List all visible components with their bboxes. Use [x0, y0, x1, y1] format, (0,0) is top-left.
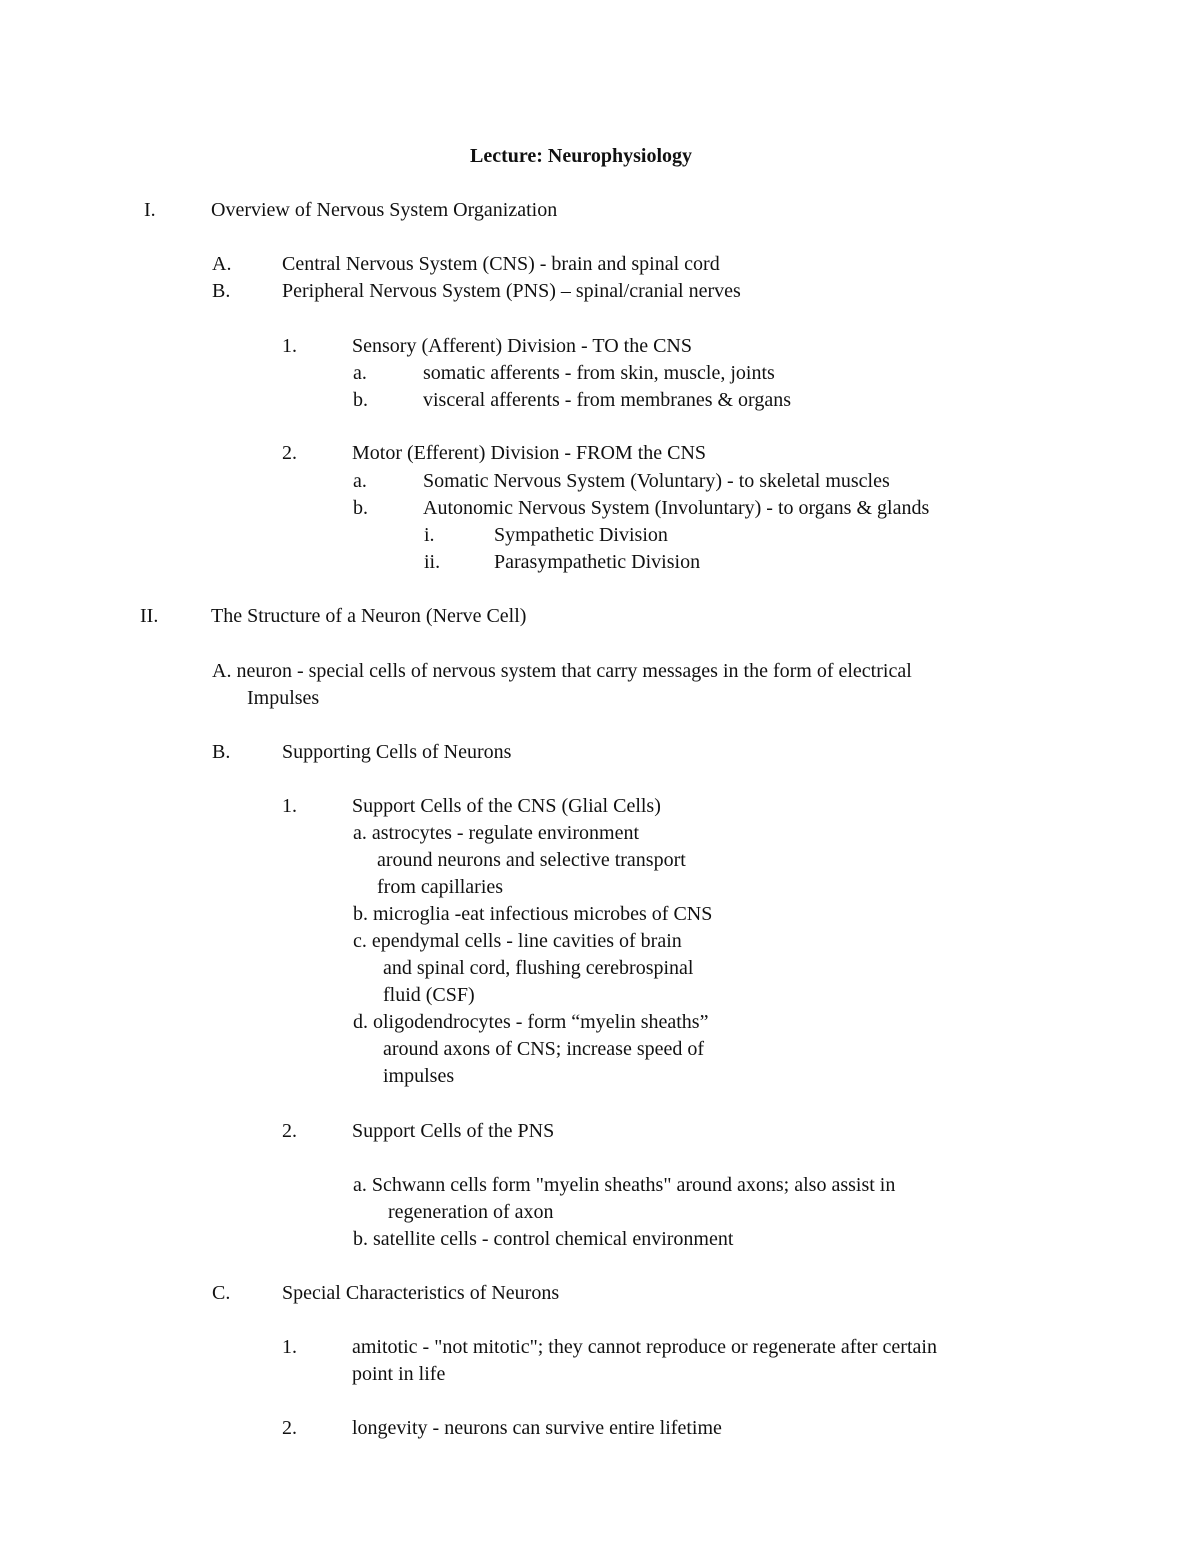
item-label: B. — [212, 280, 231, 302]
item-label: 1. — [282, 1336, 297, 1358]
item-text: Supporting Cells of Neurons — [282, 741, 512, 763]
item-text: Autonomic Nervous System (Involuntary) - to organs & glands — [423, 497, 930, 519]
list-item: a. astrocytes - regulate environment — [353, 822, 639, 844]
item-text: amitotic - "not mitotic"; they cannot reproduce or regenerate after certain — [352, 1336, 937, 1358]
section-number: I. — [144, 199, 156, 221]
item-label: i. — [424, 524, 435, 546]
item-label: b. — [353, 497, 368, 519]
item-label: B. — [212, 741, 231, 763]
item-label: 2. — [282, 1120, 297, 1142]
item-text: Sympathetic Division — [494, 524, 668, 546]
item-text: Motor (Efferent) Division - FROM the CNS — [352, 442, 707, 464]
item-label: ii. — [424, 551, 441, 573]
item-text: Somatic Nervous System (Voluntary) - to skeletal muscles — [423, 470, 890, 492]
item-label: a. — [353, 470, 367, 492]
list-item: b. microglia -eat infectious microbes of CNS — [353, 903, 713, 925]
item-text: point in life — [352, 1363, 446, 1385]
section-number: II. — [140, 605, 159, 627]
list-item: from capillaries — [377, 876, 504, 898]
item-text: Central Nervous System (CNS) - brain and spinal cord — [282, 253, 720, 275]
item-text: Support Cells of the CNS (Glial Cells) — [352, 795, 661, 817]
list-item: d. oligodendrocytes - form “myelin sheaths” — [353, 1011, 709, 1033]
item-label: C. — [212, 1282, 231, 1304]
item-text: Peripheral Nervous System (PNS) – spinal/cranial nerves — [282, 280, 741, 302]
list-item: impulses — [383, 1065, 455, 1087]
item-text: Sensory (Afferent) Division - TO the CNS — [352, 335, 692, 357]
list-item: a. Schwann cells form "myelin sheaths" around axons; also assist in — [353, 1174, 896, 1196]
section-heading: The Structure of a Neuron (Nerve Cell) — [211, 605, 527, 627]
item-label: 1. — [282, 335, 297, 357]
list-item: around neurons and selective transport — [377, 849, 686, 871]
item-text: Impulses — [247, 687, 320, 709]
list-item: regeneration of axon — [388, 1201, 554, 1223]
list-item: b. satellite cells - control chemical environment — [353, 1228, 734, 1250]
item-label: a. — [353, 362, 367, 384]
section-heading: Overview of Nervous System Organization — [211, 199, 558, 221]
item-label: A. — [212, 253, 232, 275]
list-item: c. ependymal cells - line cavities of brain — [353, 930, 682, 952]
item-text: A. neuron - special cells of nervous system that carry messages in the form of electrical — [212, 660, 912, 682]
item-text: Special Characteristics of Neurons — [282, 1282, 560, 1304]
item-text: Support Cells of the PNS — [352, 1120, 555, 1142]
list-item: and spinal cord, flushing cerebrospinal — [383, 957, 694, 979]
item-label: 2. — [282, 442, 297, 464]
item-label: b. — [353, 389, 368, 411]
item-label: 1. — [282, 795, 297, 817]
item-label: 2. — [282, 1417, 297, 1439]
list-item: fluid (CSF) — [383, 984, 475, 1006]
item-text: longevity - neurons can survive entire lifetime — [352, 1417, 722, 1439]
page-title: Lecture: Neurophysiology — [470, 145, 693, 167]
item-text: somatic afferents - from skin, muscle, joints — [423, 362, 775, 384]
item-text: Parasympathetic Division — [494, 551, 701, 573]
list-item: around axons of CNS; increase speed of — [383, 1038, 705, 1060]
item-text: visceral afferents - from membranes & organs — [423, 389, 792, 411]
